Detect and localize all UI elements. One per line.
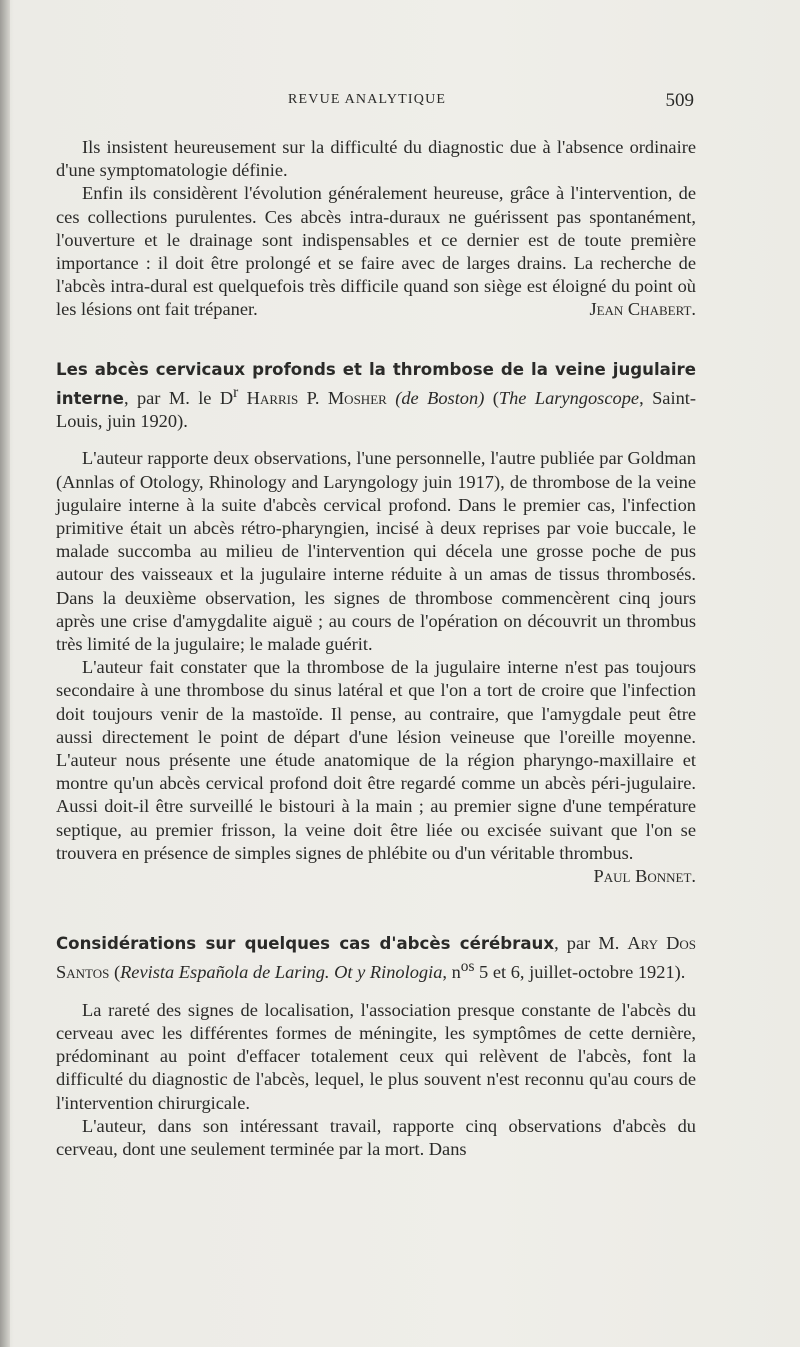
review-paragraph: Ils insistent heureusement sur la difficulté du diagnostic due à l'absence ordinaire d'une symptomatologie définie. (56, 137, 696, 181)
review-paragraph: L'auteur fait constater que la thrombose de la jugulaire interne n'est pas toujours secondaire à une thrombose du sinus latéral et que l'on a tort de croire que l'infection doit toujours venir de la mastoïde. Il pense, au contraire, que l'amygdale peut être aussi directement le point de départ d'une lésion veineuse que l'oreille moyenne. L'auteur nous présente une étude anatomique de la région pharyngo-maxillaire et montre qu'un abcès cervical profond doit être regardé comme un abcès péri-jugulaire. Aussi doit-il être surveillé le bistouri à la main ; au premier signe d'une température septique, au premier frisson, la veine doit être liée ou excisée suivant que l'on se trouvera en présence de simples signes de phlébite ou d'un véritable thrombus. (56, 657, 696, 863)
journal-name: The Laryngoscope (498, 387, 640, 408)
previous-review-ending (56, 136, 696, 322)
journal-name: Revista Española de Laring. Ot y Rinologia (120, 962, 443, 983)
review-paragraph: La rareté des signes de localisation, l'association presque constante de l'abcès du cerveau avec les différentes formes de méningite, les symptômes de cette dernière, prédominant au point d'effacer totalement ceux qui relèvent de l'abcès, font la difficulté du diagnostic de l'abcès, lequel, le plus souvent n'est reconnu qu'au cours de l'intervention chirurgicale. (56, 999, 696, 1113)
review-cervical-abscess (56, 358, 696, 889)
review-signature: Paul Bonnet. (593, 866, 696, 887)
article-author: Ary Dos Santos (56, 933, 696, 983)
article-heading: Les abcès cervicaux profonds et la thrombose de la veine jugulaire interne, par M. le $D^r$ Harris P. Mosher (de Boston) (The Laryngoscope, Saint-Louis, juin 1920). (56, 359, 696, 432)
review-paragraph: Enfin ils considèrent l'évolution généralement heureuse, grâce à l'intervention, de ces collections purulentes. Ces abcès intra-duraux ne guérissent pas spontanément, l'ouverture et le drainage sont indispensables et ce dernier est de toute première importance : il doit être prolongé et se faire avec de larges drains. La recherche de l'abcès intra-dural est quelquefois très difficile quand son siège est éloigné du point où les lésions ont fait trépaner. (56, 183, 696, 320)
review-cerebral-abscess (56, 932, 696, 1161)
page-spine-shadow (0, 0, 10, 1347)
running-title: REVUE ANALYTIQUE (288, 92, 447, 107)
article-author: Harris P. Mosher (246, 387, 387, 408)
article-title: Considérations sur quelques cas d'abcès cérébraux (56, 934, 555, 954)
running-header (56, 92, 694, 116)
page-body (56, 136, 696, 1161)
review-signature: Jean Chabert. (589, 299, 696, 320)
review-paragraph: L'auteur rapporte deux observations, l'une personnelle, l'autre publiée par Goldman (Annlas of Otology, Rhinology and Laryngology juin 1917), de thrombose de la veine jugulaire interne à la suite d'abcès cervical profond. Dans le premier cas, l'infection primitive était un abcès rétro-pharyngien, incisé à deux reprises par voie buccale, le malade succomba au milieu de l'intervention qui décela une grosse poche de pus autour des vaisseaux et la jugulaire interne réduite à un amas de tissus thrombosés. Dans la deuxième observation, les signes de thrombose commencèrent cinq jours après une crise d'amygdalite aiguë ; au cours de l'opération on découvrit un thrombus très limité de la jugulaire; le malade guérit. (56, 448, 696, 654)
page-number: 509 (665, 90, 694, 111)
article-title: Les abcès cervicaux profonds et la thrombose de la veine jugulaire interne (56, 359, 696, 408)
article-heading: Considérations sur quelques cas d'abcès cérébraux, par M. Ary Dos Santos (Revista Española de Laring. Ot y Rinologia, $n^{os}$ 5 et 6, juillet-octobre 1921). (56, 933, 696, 983)
review-paragraph: L'auteur, dans son intéressant travail, rapporte cinq observations d'abcès du cerveau, dont une seulement terminée par la mort. Dans (56, 1115, 696, 1159)
article-place: (de Boston) (395, 387, 485, 408)
